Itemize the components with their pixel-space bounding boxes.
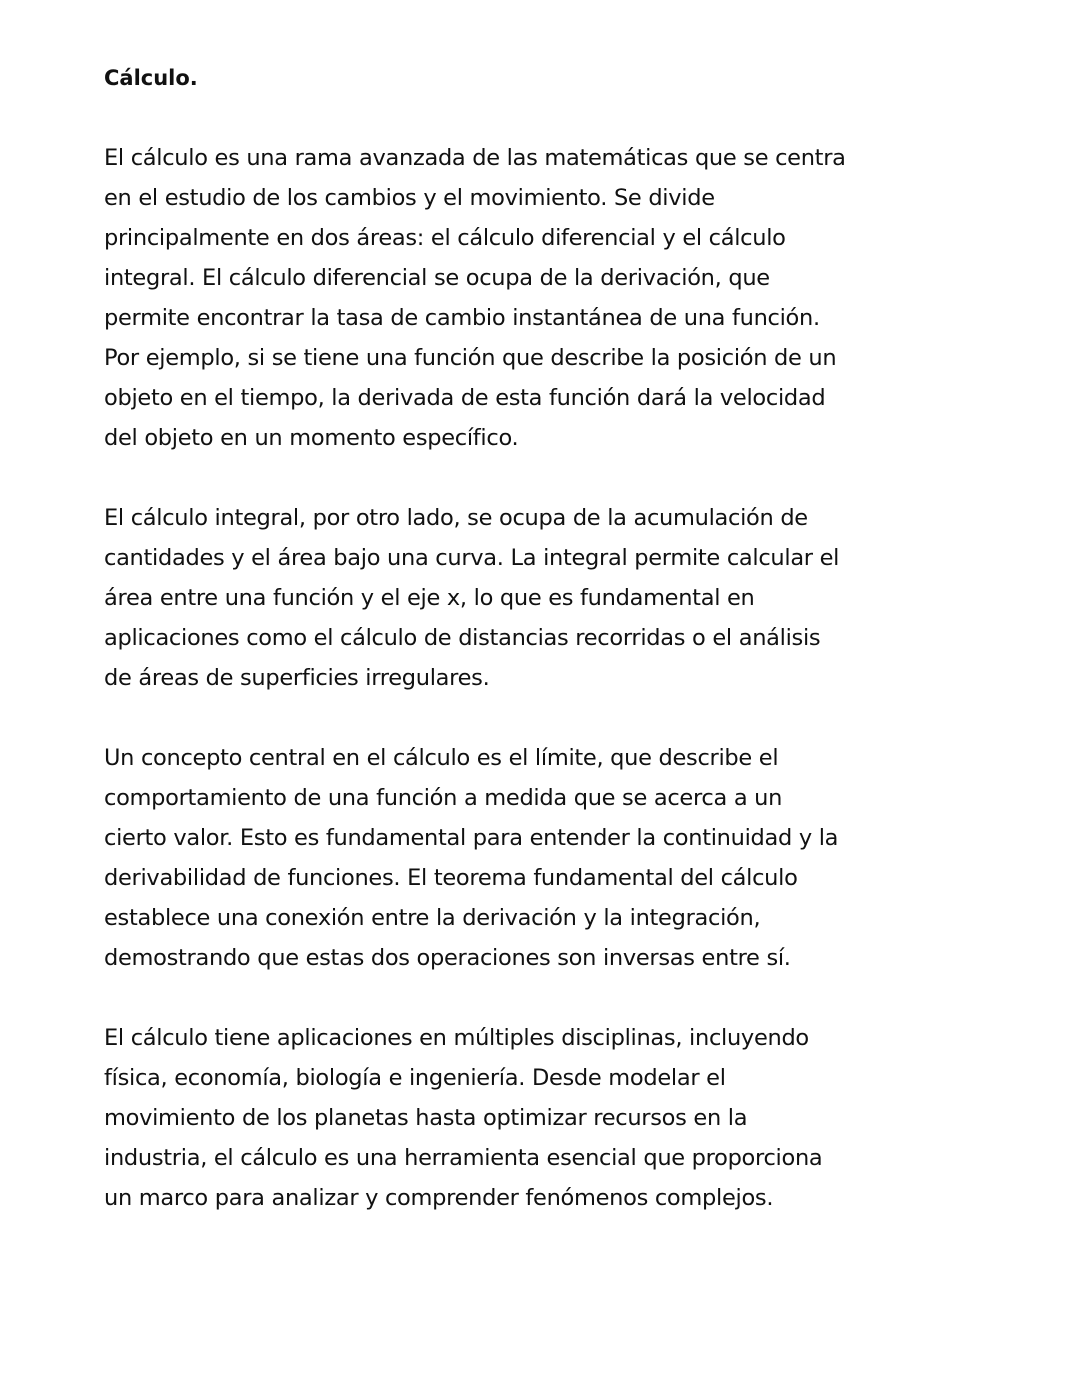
paragraph-line: Un concepto central en el cálculo es el límite, que describe el [104,745,779,771]
paragraph-line: aplicaciones como el cálculo de distancias recorridas o el análisis [104,625,821,651]
document-title: Cálculo. [104,66,198,90]
paragraph-line: física, economía, biología e ingeniería. Desde modelar el [104,1065,726,1091]
paragraph-line: cantidades y el área bajo una curva. La integral permite calcular el [104,545,840,571]
paragraph-line: El cálculo tiene aplicaciones en múltiples disciplinas, incluyendo [104,1025,809,1051]
paragraph-line: principalmente en dos áreas: el cálculo diferencial y el cálculo [104,225,786,251]
paragraph-line: industria, el cálculo es una herramienta esencial que proporciona [104,1145,823,1171]
paragraph-line: área entre una función y el eje x, lo que es fundamental en [104,585,755,611]
paragraph-4 [104,1018,930,1218]
paragraph-line: del objeto en un momento específico. [104,425,519,451]
paragraph-line: en el estudio de los cambios y el movimiento. Se divide [104,185,715,211]
paragraph-line: cierto valor. Esto es fundamental para entender la continuidad y la [104,825,839,851]
paragraph-1 [104,138,930,458]
paragraph-line: Por ejemplo, si se tiene una función que describe la posición de un [104,345,837,371]
paragraph-line: movimiento de los planetas hasta optimizar recursos en la [104,1105,748,1131]
paragraph-line: de áreas de superficies irregulares. [104,665,490,691]
paragraph-line: un marco para analizar y comprender fenómenos complejos. [104,1185,774,1211]
paragraph-line: demostrando que estas dos operaciones son inversas entre sí. [104,945,791,971]
paragraph-line: permite encontrar la tasa de cambio instantánea de una función. [104,305,820,331]
paragraph-line: derivabilidad de funciones. El teorema fundamental del cálculo [104,865,798,891]
paragraph-line: El cálculo es una rama avanzada de las matemáticas que se centra [104,145,846,171]
paragraph-line: comportamiento de una función a medida que se acerca a un [104,785,783,811]
paragraph-line: integral. El cálculo diferencial se ocupa de la derivación, que [104,265,770,291]
paragraph-3 [104,738,930,978]
paragraph-2 [104,498,930,698]
paragraph-line: El cálculo integral, por otro lado, se ocupa de la acumulación de [104,505,808,531]
paragraph-line: establece una conexión entre la derivación y la integración, [104,905,761,931]
paragraph-line: objeto en el tiempo, la derivada de esta función dará la velocidad [104,385,826,411]
